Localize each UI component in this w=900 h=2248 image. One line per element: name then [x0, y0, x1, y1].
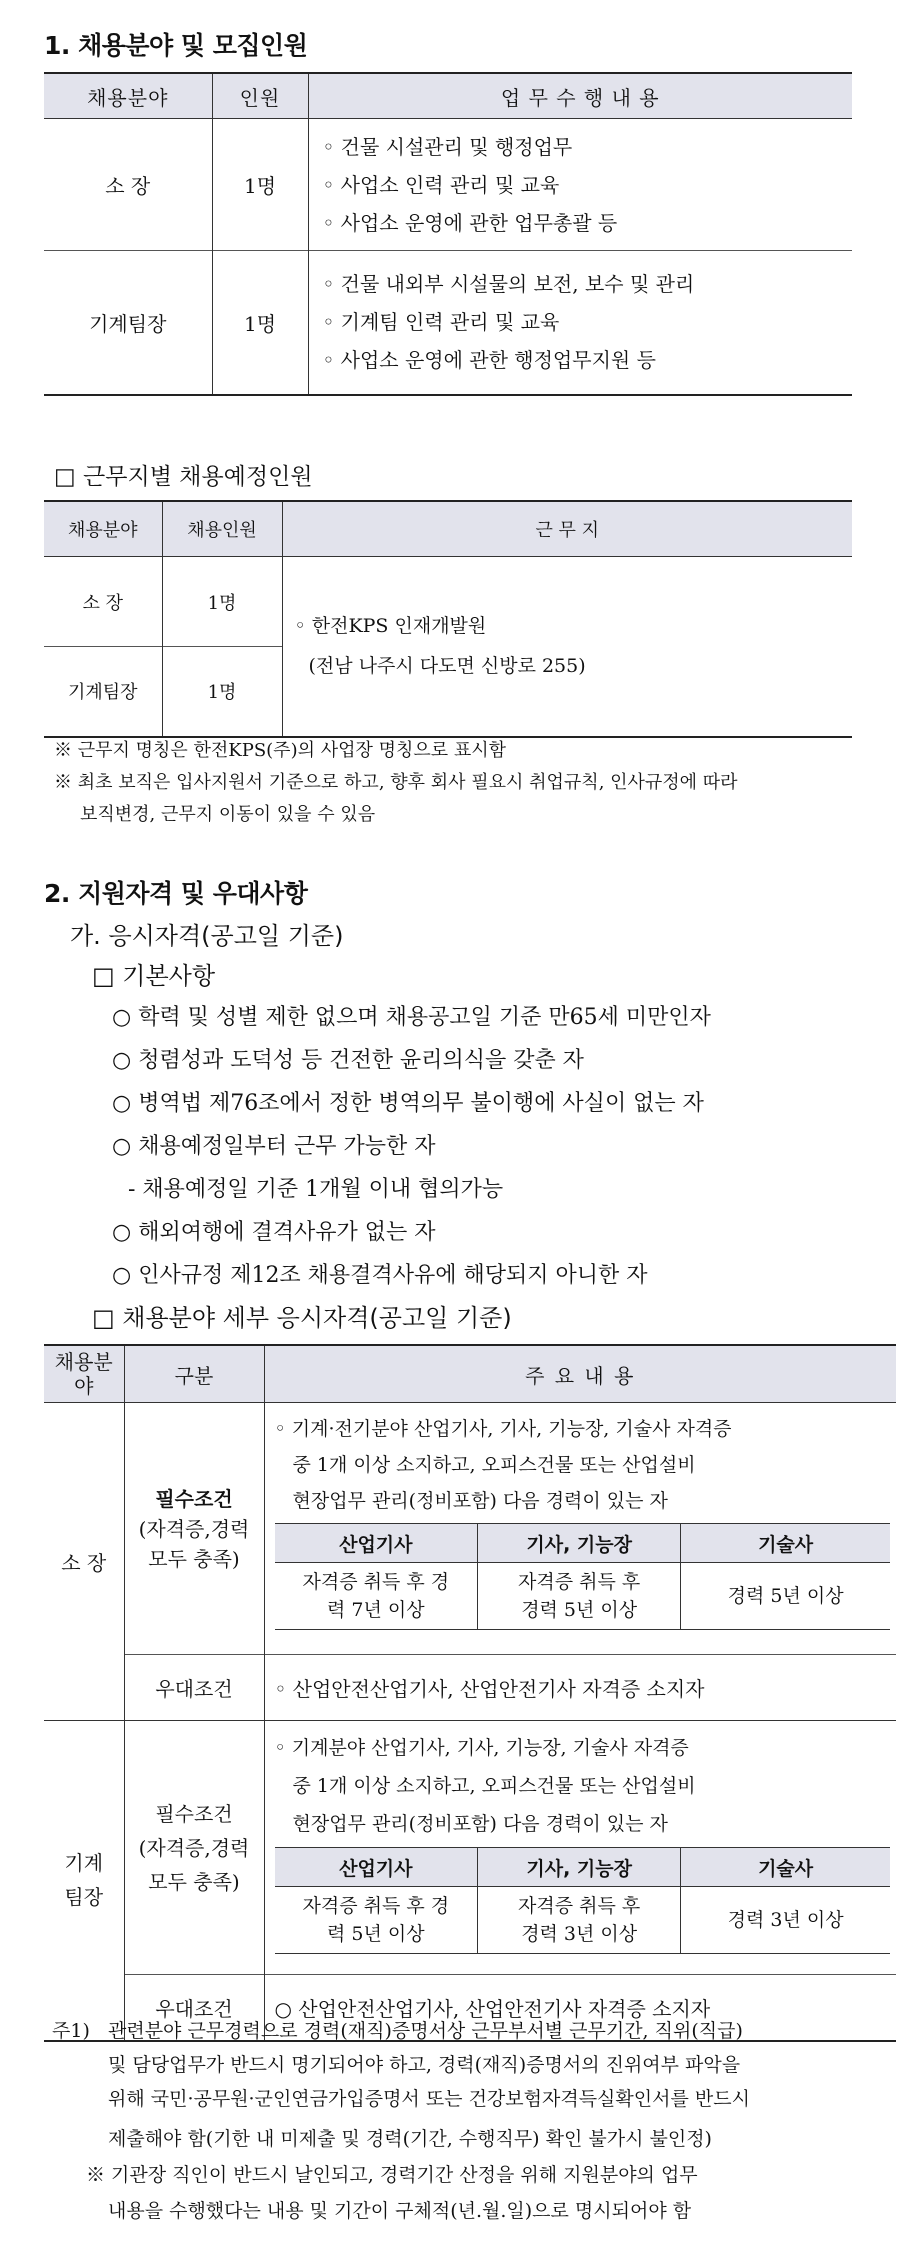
basic-subitem: - 채용예정일 기준 1개월 이내 협의가능 [128, 1177, 504, 1202]
duty-line: ◦ 건물 시설관리 및 행정업무 [322, 134, 573, 159]
count-cell: 1명 [212, 251, 308, 395]
sub-header: 기사, 기능장 [478, 1848, 681, 1887]
duty-line: ◦ 사업소 운영에 관한 행정업무지원 등 [322, 348, 656, 373]
field-cell: 기계 팀장 [44, 1721, 124, 2041]
footnote-line: 관련분야 근무경력으로 경력(재직)증명서상 근무부서별 근무기간, 직위(직급) [108, 2020, 743, 2042]
sub-header: 기술사 [681, 1848, 890, 1887]
preference-content: ○ 산업안전산업기사, 산업안전기사 자격증 소지자 [264, 1975, 896, 2041]
sub-header: 기술사 [681, 1524, 890, 1563]
table-row [44, 1721, 896, 1975]
section2-subtitle: 가. 응시자격(공고일 기준) [70, 922, 344, 950]
requirement-label-rest: (자격증,경력 모두 충족) [138, 1516, 250, 1571]
preference-content: ◦ 산업안전산업기사, 산업안전기사 자격증 소지자 [264, 1655, 896, 1721]
header-field: 채용분야 [44, 73, 212, 119]
detail-title: □ 채용분야 세부 응시자격(공고일 기준) [92, 1304, 512, 1332]
header-field: 채용분야 [44, 1345, 124, 1403]
section2-title: 2. 지원자격 및 우대사항 [44, 879, 308, 908]
duty-line: ◦ 사업소 운영에 관한 업무총괄 등 [322, 210, 618, 235]
basic-title: □ 기본사항 [92, 962, 216, 990]
experience-cell: 자격증 취득 후 경력 5년 이상 [478, 1563, 681, 1630]
experience-table [275, 1523, 891, 1630]
basic-item: ○ 해외여행에 결격사유가 없는 자 [112, 1220, 436, 1245]
experience-cell: 자격증 취득 후 경력 5년 이상 [275, 1887, 478, 1954]
requirement-label-bold: 필수조건 [155, 1801, 233, 1826]
count-cell: 1명 [162, 557, 282, 647]
preference-label: 우대조건 [124, 1975, 264, 2041]
table-row [44, 251, 852, 395]
basic-item: ○ 학력 및 성별 제한 없으며 채용공고일 기준 만65세 미만인자 [112, 1005, 711, 1030]
workplace-table [44, 500, 852, 738]
requirement-line: 중 1개 이상 소지하고, 오피스건물 또는 산업설비 [292, 1454, 696, 1476]
requirement-line: 중 1개 이상 소지하고, 오피스건물 또는 산업설비 [292, 1775, 696, 1797]
basic-item: ○ 인사규정 제12조 채용결격사유에 해당되지 아니한 자 [112, 1263, 648, 1288]
requirement-label [124, 1403, 264, 1655]
duties-cell [308, 119, 852, 251]
table-row [44, 119, 852, 251]
workplace-title: □ 근무지별 채용예정인원 [54, 464, 313, 490]
recruitment-table [44, 72, 852, 396]
footnote-line: 제출해야 함(기한 내 미제출 및 경력(기간, 수행직무) 확인 불가시 불인정) [108, 2128, 712, 2150]
workplace-note: ※ 최초 보직은 입사지원서 기준으로 하고, 향후 회사 필요시 취업규칙, 인사규정에 따라 [54, 772, 738, 793]
header-category: 구분 [124, 1345, 264, 1403]
basic-item: ○ 청렴성과 도덕성 등 건전한 윤리의식을 갖춘 자 [112, 1048, 584, 1073]
duty-line: ◦ 기계팀 인력 관리 및 교육 [322, 310, 560, 335]
duty-line: ◦ 사업소 인력 관리 및 교육 [322, 172, 560, 197]
requirement-content [264, 1403, 896, 1655]
sub-header: 기사, 기능장 [478, 1524, 681, 1563]
header-field: 채용분야 [44, 501, 162, 557]
table-row [44, 557, 852, 647]
requirement-line: 현장업무 관리(정비포함) 다음 경력이 있는 자 [292, 1490, 668, 1512]
qualification-table [44, 1344, 896, 2042]
location-cell [282, 557, 852, 737]
requirement-line: 현장업무 관리(정비포함) 다음 경력이 있는 자 [292, 1813, 668, 1835]
field-cell: 소 장 [61, 1551, 107, 1575]
requirement-line: ◦ 기계·전기분야 산업기사, 기사, 기능장, 기술사 자격증 [274, 1418, 732, 1440]
field-cell: 소 장 [105, 174, 151, 198]
header-location: 근 무 지 [282, 501, 852, 557]
field-cell: 소 장 [82, 592, 123, 614]
section1-title: 1. 채용분야 및 모집인원 [44, 31, 308, 60]
requirement-content [264, 1721, 896, 1975]
experience-cell: 경력 5년 이상 [681, 1563, 890, 1630]
requirement-label-bold: 필수조건 [155, 1486, 233, 1511]
footnote-note: 내용을 수행했다는 내용 및 기간이 구체적(년.월.일)으로 명시되어야 함 [108, 2200, 692, 2222]
count-cell: 1명 [162, 647, 282, 737]
footnote-line: 위해 국민·공무원·군인연금가입증명서 또는 건강보험자격득실확인서를 반드시 [108, 2088, 750, 2110]
table-row [44, 1655, 896, 1721]
footnote-line: 및 담당업무가 반드시 명기되어야 하고, 경력(재직)증명서의 진위여부 파악을 [108, 2054, 741, 2076]
sub-header: 산업기사 [275, 1524, 478, 1563]
location-address: (전남 나주시 다도면 신방로 255) [308, 655, 586, 678]
footnote-note: ※ 기관장 직인이 반드시 날인되고, 경력기간 산정을 위해 지원분야의 업무 [86, 2164, 698, 2186]
table-row [44, 1403, 896, 1655]
requirement-label-rest: (자격증,경력 모두 충족) [138, 1835, 250, 1894]
preference-label: 우대조건 [124, 1655, 264, 1721]
count-cell: 1명 [212, 119, 308, 251]
field-cell: 기계팀장 [44, 647, 162, 737]
workplace-note: 보직변경, 근무지 이동이 있을 수 있음 [80, 804, 376, 825]
basic-item: ○ 채용예정일부터 근무 가능한 자 [112, 1134, 436, 1159]
header-content: 주 요 내 용 [264, 1345, 896, 1403]
experience-cell: 경력 3년 이상 [681, 1887, 890, 1954]
header-count: 인원 [212, 73, 308, 119]
field-cell: 기계팀장 [44, 251, 212, 395]
header-count: 채용인원 [162, 501, 282, 557]
experience-table [275, 1847, 891, 1954]
basic-item: ○ 병역법 제76조에서 정한 병역의무 불이행에 사실이 없는 자 [112, 1091, 704, 1116]
duty-line: ◦ 건물 내외부 시설물의 보전, 보수 및 관리 [322, 272, 695, 297]
requirement-label [124, 1721, 264, 1975]
location-line: ◦ 한전KPS 인재개발원 [294, 615, 487, 638]
footnote-label: 주1) [52, 2020, 90, 2042]
experience-cell: 자격증 취득 후 경력 7년 이상 [275, 1563, 478, 1630]
header-duties: 업 무 수 행 내 용 [308, 73, 852, 119]
sub-header: 산업기사 [275, 1848, 478, 1887]
workplace-note: ※ 근무지 명칭은 한전KPS(주)의 사업장 명칭으로 표시함 [54, 740, 507, 761]
duties-cell [308, 251, 852, 395]
requirement-line: ◦ 기계분야 산업기사, 기사, 기능장, 기술사 자격증 [274, 1737, 689, 1759]
experience-cell: 자격증 취득 후 경력 3년 이상 [478, 1887, 681, 1954]
